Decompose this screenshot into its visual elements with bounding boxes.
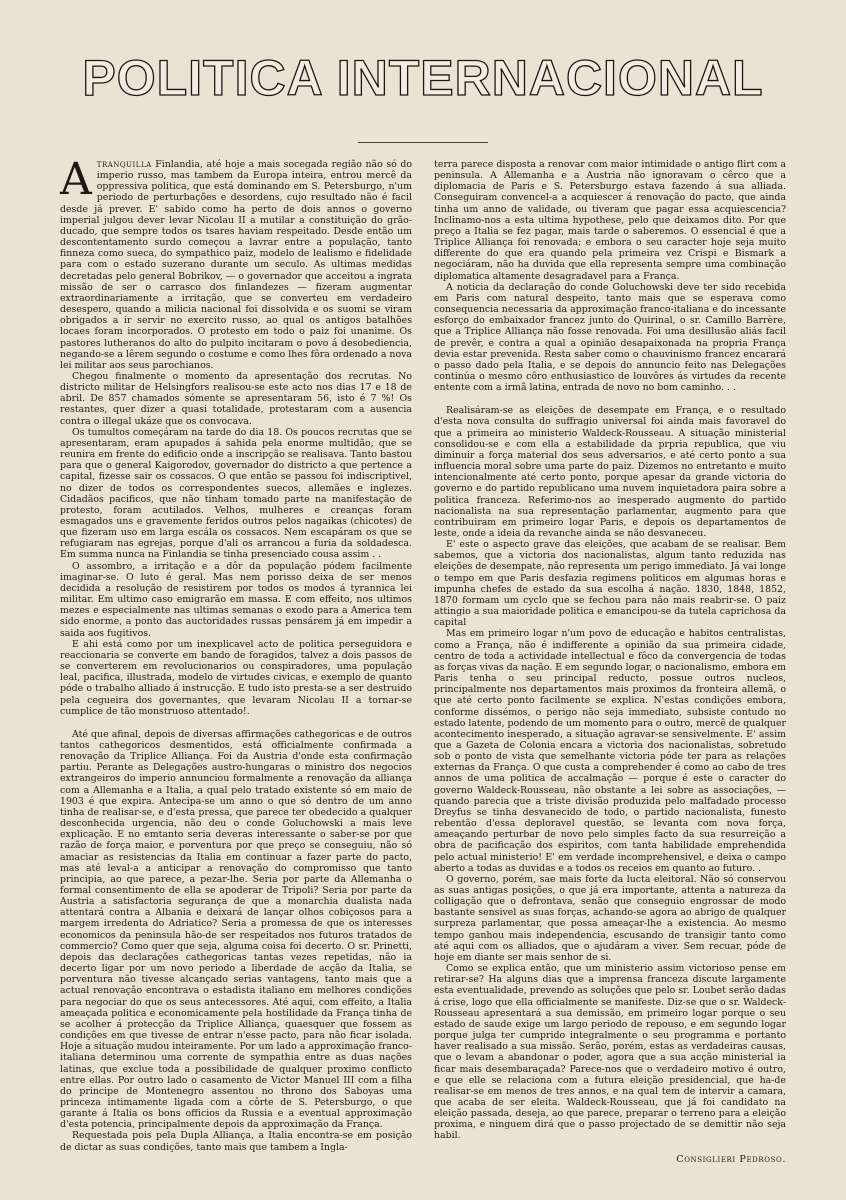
paragraph: A noticia da declaração do conde Goluchowski deve ter sido recebida em Paris com natural despeito, tanto mais que se esperava como consequencia necessaria da approximação franco-italiana e do incessante esforço do embaixador francez junto do Quirinal, o sr. Camillo Barrère, que a Triplice Alliança não fosse renovada. Foi uma desillusão aliás facil de prevêr, e contra a qual a opinião desapaixonada na propria França devia estar prevenida. Resta saber como o chauvinismo francez encarará o passo dado pela Italia, e se depois do annuncio feito nas Delegações continúa o mesmo côro enthusiastico de louvôres ás virtudes da recente entente com a irmã latina, entrada de novo no bom caminho. . . (434, 281, 786, 394)
paragraph: Até que afinal, depois de diversas affirmações cathegoricas e de outros tantos cathegoricos desmentidos, está officialmente confirmada a renovação da Triplice Alliança. Foi da Austria d'onde esta confirmação partiu. Perante as Delegações austro-hungaras o ministro dos negocios extrangeiros do imperio annunciou formalmente a renovação da alliança com a Allemanha e a Italia, a qual pelo tratado existente só em maio de 1903 é que expira. Antecipa-se um anno o que só dentro de um anno tinha de realisar-se, e d'esta pressa, que parece ter obedecido a qualquer desconhecida urgencia, não deu o conde Goluchowski a mais leve explicação. E no emtanto seria deveras interessante o saber-se por que razão de força maior, e porventura por que preço se conseguiu, não só amaciar as resistencias da Italia em continuar a fazer parte do pacto, mas até leval-a a anticipar a renovação do compromisso que tanto principia, ao que parece, a pezar-lhe. Seria por parte da Allemanha o formal consentimento de ella se apoderar de Tripoli? Seria por parte da Austria a satisfactoria segurança de que a monarchia dualista nada attentará contra a Albania e deixará de lançar olhos cobiçosos para a margem irredenta do Adriatico? Seria a promessa de que os interesses economicos da peninsula hão-de ser respeitados nos futuros tratados de commercio? Como quer que seja, alguma coisa foi decerto. O sr. Prinetti, depois das declarações cathegoricas tantas vezes repetidas, não ia decerto ligar por um novo periodo a liberdade de acção da Italia, se porventura não tivesse alcançado serias vantagens, tanto mais que a actual renovação encontrava o estadista italiano em melhores condições para negociar do que os seus antecessores. Até aqui, com effeito, a Italia ameaçada politica e economicamente pela hostilidade da França tinha de se acolher á protecção da Triplice Alliança, quaesquer que fossem as condições em que tivesse de entrar n'esse pacto, para não ficar isolada. Hoje a situação mudou inteiramente. Por um lado a approximação franco-italiana determinou uma corrente de sympathia entre as duas nações latinas, que exclue toda a possibilidade de qualquer proximo conflicto entre ellas. Por outro lado o casamento de Victor Manuel III com a filha do principe de Montenegro assentou no throno dos Saboyas uma princeza intimamente ligada com a côrte de S. Petersburgo, o que garante á Italia os bons officios da Russia e a eventual approximação d'esta potencia, principalmente depois da approximação da França. (60, 728, 412, 1131)
article-body (60, 154, 786, 1165)
author-signature: Consiglieri Pedroso. (676, 1153, 786, 1165)
paragraph: Como se explica então, que um ministerio assim victorioso pense em retirar-se? Ha alguns dias que a imprensa franceza discute largamente esta eventualidade, prevendo as soluções que pelo sr. Loubet serão dadas á crise, logo que ella officialmente se manifeste. Diz-se que o sr. Waldeck-Rousseau apresentará a sua demissão, em primeiro logar porque o seu estado de saude exige um largo periodo de repouso, e em segundo logar porque julga ter cumprido integralmente o seu programma e portanto haver realisado a sua missão. Serão, porém, estas as verdadeiras causas, que o levam a abandonar o poder, agora que a sua acção ministerial ia ficar mais desembaraçada? Parece-nos que o verdadeiro motivo é outro, e que elle se relaciona com a futura eleição presidencial, que ha-de realisar-se em menos de tres annos, e na qual tem de intervir a camara, que acaba de ser eleita. Waldeck-Rousseau, que já foi candidato na eleição passada, deseja, ao que parece, preparar o terreno para a eleição proxima, e ninguem dirá que o passo projectado de se demittir não seja habil. (434, 963, 786, 1142)
drop-cap: A (60, 154, 92, 205)
paragraph: E' este o aspecto grave das eleições, que acabam de se realisar. Bem sabemos, que a victoria dos nacionalistas, algum tanto reduzida nas eleições de desempate, não representa um perigo immediato. Já vai longe o tempo em que Paris desfazia regimens politicos em algumas horas e impunha chefes de estado da sua escolha á nação. 1830, 1848, 1852, 1870 formam um cyclo que se fechou para não mais reabrir-se. O paiz attingio a sua maioridade politica e emancipou-se da tutela caprichosa da capital (434, 539, 786, 629)
title-divider (358, 142, 488, 143)
page-title: POLITICA INTERNACIONAL (82, 50, 764, 106)
left-column (60, 154, 412, 1165)
paragraph: Chegou finalmente o momento da apresentação dos recrutas. No districto militar de Helsingfors realisou-se este acto nos dias 17 e 18 de abril. De 857 chamados sómente se apresentaram 56, isto é 7 %! Os restantes, quer dizer a quasi totalidade, protestaram com a ausencia contra o illegal ukáze que os convocava. (60, 370, 412, 427)
paragraph: Os tumultos começáram na tarde do dia 18. Os poucos recrutas que se apresentaram, eram apupados á sahida pela enorme multidão, que se reunira em frente do edificio onde a inscripção se realisava. Tanto bastou para que o general Kaigorodov, governador do districto a que pertence a capital, fizesse sair os cossacos. O que então se passou foi indiscriptivel, no dizer de todos os correspondentes suecos, allemães e inglezes. Cidadãos pacificos, que não tinham tomado parte na manifestação de protesto, foram acutilados. Velhos, mulheres e creanças foram esmagados uns e gravemente feridos outros pelos nagaikas (chicotes) de que fizeram uso em larga escála os cossacos. Nem escapáram os que se refugiaram nas egrejas, porque d'ali os arrancou a furia da soldadesca. Em summa nunca na Finlandia se tinha presenciado cousa assim . . (60, 426, 412, 561)
paragraph: Requestada pois pela Dupla Alliança, a Italia encontra-se em posição de dictar as suas condições, tanto mais que tambem a Ingla- (60, 1130, 412, 1153)
paragraph-text: Finlandia, até hoje a mais socegada região não só do imperio russo, mas tambem da Europa inteira, entrou mercê da oppressiva politica, que está dominando em S. Petersburgo, n'um periodo de perturbações e desordens, cujo resultado não é facil desde já prever. E' sabido como ha perto de dois annos o governo imperial julgou dever levar Nicolau II a mutilar a constituição do grão-ducado, que sempre todos os tsares haviam respeitado. Desde então um descontentamento surdo começou a lavrar entre a população, tanto finneza como sueca, do sympathico paiz, modelo de lealismo e fidelidade para com o estado suzerano durante um seculo. As ultimas medidas decretadas pelo general Bobrikov, — o governador que acceitou a ingrata missão de ser o carrasco dos finlandezes — fizeram augmentar extraordinariamente a irritação, que se converteu em verdadeiro desespero, quando a milicia nacional foi dissolvida e os suomi se viram obrigados a ir servir no exercito russo, ao qual os antigos batalhões locaes foram incorporados. O protesto em todo o paiz foi unanime. Os pastores lutheranos do alto do pulpito incitaram o povo á desobediencia, negando-se a lêrem segundo o costume e como lhes fôra ordenado a nova lei militar aos seus parochianos. (60, 159, 412, 371)
right-column (434, 159, 786, 1165)
paragraph: O assombro, a irritação e a dôr da população pódem facilmente imaginar-se. O luto é geral. Mas nem porisso deixa de ser menos decidida a resolução de resistirem por todos os modos á tyrannica lei militar. Em ultimo caso emigrarão em massa. E com effeito, nos ultimos mezes e especialmente nas ultimas semanas o exodo para a America tem sido enorme, a ponto das auctoridades russas pensárem já em impedir a saida aos fugitivos. (60, 560, 412, 639)
paragraph: O governo, porém, sae mais forte da lucta eleitoral. Não só conservou as suas antigas posições, o que já era importante, attenta a natureza da colligação que o defrontava, senão que conseguio engrossar de modo bastante sensivel as suas forças, achando-se agora ao abrigo de qualquer surpreza parlamentar, que possa ameaçar-lhe a existencia. Ao mesmo tempo ganhou mais independencia, escusando de transigir tanto como até aqui com os alliados, que o ajudáram a viver. Sem recuar, póde de hoje em diante ser mais senhor de si. (434, 873, 786, 963)
paragraph: Realisáram-se as eleições de desempate em França, e o resultado d'esta nova consulta do suffragio universal foi ainda mais favoravel do que a primeira ao ministerio Waldeck-Rousseau. A situação ministerial consolidou-se e com ella a estabilidade da prpria republica, que viu diminuir a força material dos seus adversarios, e até certo ponto a sua influencia moral sobre uma parte do paiz. Dizemos no entretanto e muito intencionalmente até certo ponto, porque apesar da grande victoria do governo e do partido republicano uma nuvem inquietadora paira sobre a politica franceza. Referimo-nos ao inesperado augmento do partido nacionalista na sua representação parlamentar, augmento para que contribuiram em primeiro logar Paris, e depois os departamentos de leste, onde a ideia da revanche ainda se não desvaneceu. (434, 405, 786, 539)
lead-in: tranquilla (96, 159, 152, 170)
paragraph: E ahi está como por um inexplicavel acto de politica perseguidora e reaccionaria se converte em bando de foragidos, talvez a dois passos de se converterem em revolucionarios ou conspiradores, uma população leal, pacifica, illustrada, modelo de virtudes civicas, e exemplo de quanto póde o trabalho alliado á instrucção. E tudo isto presta-se a ser destruido pela cegueira dos governantes, que levaram Nicolau II a tornar-se cumplice de tão monstruoso attentado!. (60, 638, 412, 717)
paragraph: terra parece disposta a renovar com maior intimidade o antigo flirt com a peninsula. A Allemanha e a Austria não ignoravam o cêrco que a diplomacia de Paris e S. Petersburgo estava fazendo á sua alliada. Conseguiram convencel-a a acquiescer á renovação do pacto, que ainda tinha um anno de validade, ou tiveram que pagar essa acquiescencia? Inclinamo-nos a esta ultima hypothese, pelo que deixamos dito. Por que preço a Italia se fez pagar, mais tarde o saberemos. O essencial é que a Triplice Alliança foi renovada; e embora o seu caracter hoje seja muito differente do que era quando pela primeira vez Crispi e Bismark a negociáram, não ha duvida que ella representa sempre uma combinação diplomatica altamente desagradavel para a França. (434, 159, 786, 282)
paragraph: Mas em primeiro logar n'um povo de educação e habitos centralistas, como a França, não é indifferente a opinião da sua primeira cidade, centro de toda a actividade intellectual e fôco da convergencia de todas as forças vivas da nação. E em segundo logar, o nacionalismo, embora em Paris tenha o seu principal reducto, possue outros nucleos, principalmente nos departamentos mais proximos da fronteira allemã, o que até certo ponto facilmente se explica. N'estas condições embora, conforme dissémos, o perigo não seja immediato, subsiste contudo no estado latente, podendo de um momento para o outro, mercê de qualquer acontecimento inesperado, a situação agravar-se sensivelmente. E' assim que a Gazeta de Colonia encara a victoria dos nacionalistas, sobretudo sob o ponto de vista que semelhante victoria póde ter para as relações externas da França. O que custa a comprehender é como ao cabo de tres annos de uma politica de accalmação — porque é este o caracter do governo Waldeck-Rousseau, não obstante a lei sobre as associações, — quando parecia que a triste divisão produzida pelo malfadado processo Dreyfus se tinha desvanecido de todo, o partido nacionalista, funesto rebentão d'essa deploravel questão, se levanta com nova força, ameaçando perturbar de novo pelo simples facto da sua resurreição a obra de pacificação dos espiritos, com tanta habilidade emprehendida pelo actual ministerio! E' em verdade incomprehensivel, e deixa o campo aberto a todas as duvidas e a todos os receios em quanto ao futuro. . (434, 628, 786, 874)
paragraph (60, 154, 412, 371)
